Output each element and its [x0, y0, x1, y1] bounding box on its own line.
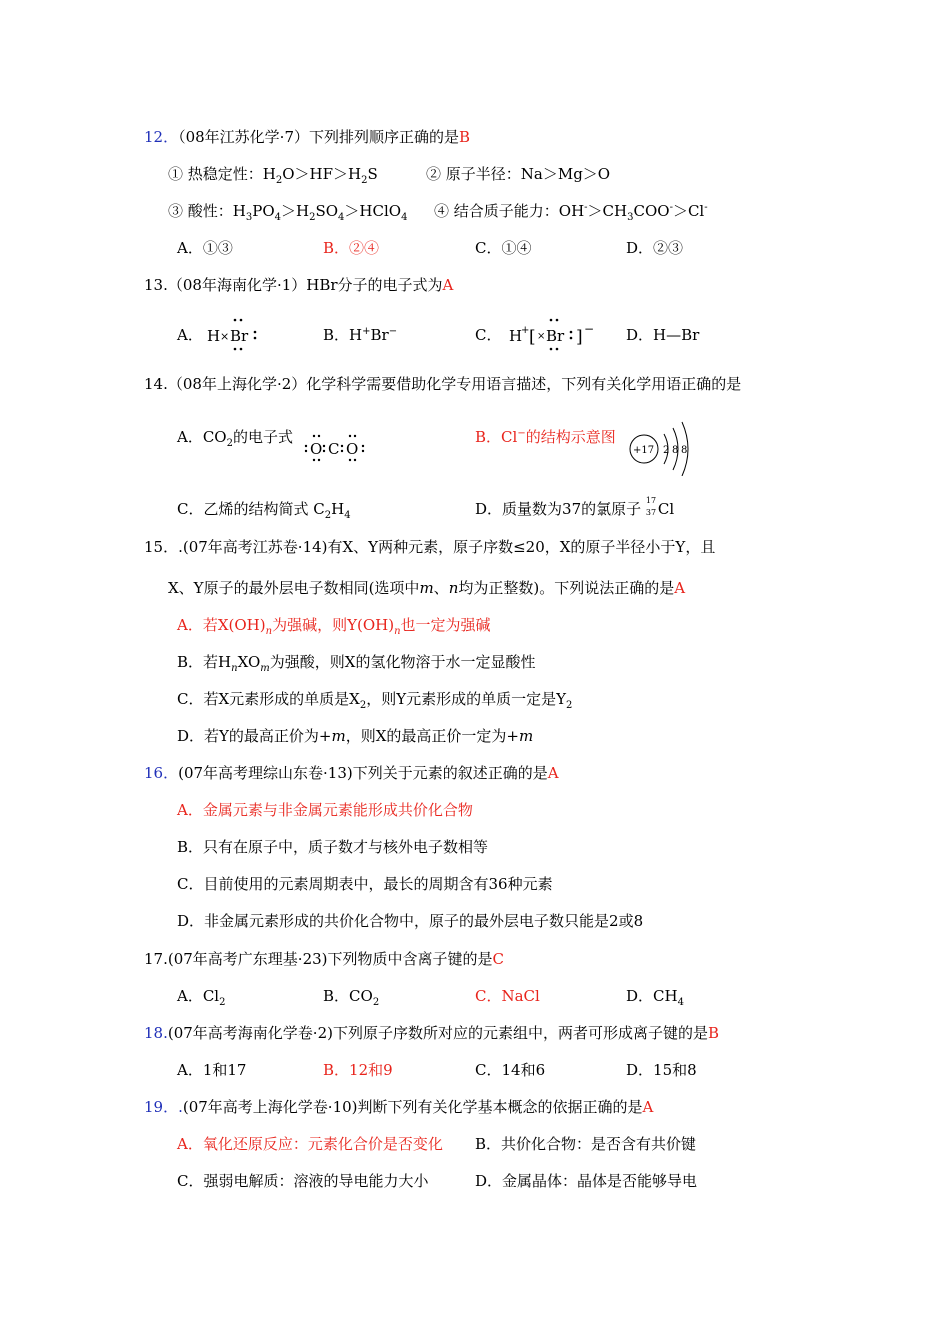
svg-text:O: O	[310, 440, 323, 458]
q12-number: 12．	[144, 128, 179, 146]
q12-statement-1: ① 热稳定性：$H_2O>HF>H_2S$	[168, 165, 378, 186]
q14-option-d: D．质量数为37的氯原子 17 37 Cl	[475, 496, 675, 518]
q15-option-a: A．若$X(OH)_n$为强碱，则$Y(OH)_n$也一定为强碱	[177, 616, 491, 637]
q12-statement-4: ④ 结合质子能力：$OH^->CH_3COO^->Cl^-$	[434, 202, 708, 223]
q16-option-b: B．只有在原子中，质子数才与核外电子数相等	[177, 838, 489, 856]
q19-option-a: A．氧化还原反应：元素化合价是否变化	[177, 1135, 443, 1153]
q14-stem: 14.（08年上海化学·2）化学科学需要借助化学专用语言描述，下列有关化学用语正确的是	[144, 375, 742, 393]
q13-option-a-formula	[205, 313, 265, 353]
q14-option-c: C．乙烯的结构简式 $C_2H_4$	[177, 500, 351, 521]
svg-text:+17: +17	[633, 445, 655, 456]
q12-option-a: A．①③	[177, 239, 233, 257]
q16-answer: A	[547, 764, 559, 782]
q14-chlorine-structure-diagram	[628, 418, 694, 476]
q12-stem	[144, 127, 470, 147]
q14-option-b: B．Cl−的结构示意图	[475, 428, 616, 446]
q17-option-c: C．NaCl	[475, 987, 540, 1005]
q13-option-c-formula	[507, 313, 607, 353]
svg-text:Br: Br	[546, 327, 565, 345]
q19-stem: 19．.(07年高考上海化学卷·10)判断下列有关化学基本概念的依据正确的是A	[144, 1098, 654, 1116]
q12-option-c: C．①④	[475, 239, 532, 257]
q19-option-b: B．共价化合物：是否含有共价键	[475, 1135, 697, 1153]
q14-option-a: A．$CO_2$的电子式	[177, 428, 293, 449]
q15-option-d: D．若Y的最高正价为+m，则X的最高正价一定为+m	[177, 727, 534, 745]
q16-option-c: C．目前使用的元素周期表中，最长的周期含有36种元素	[177, 875, 553, 893]
svg-text:+: +	[521, 325, 530, 336]
q13-option-d: D．H—Br	[626, 326, 700, 344]
q19-option-d: D．金属晶体：晶体是否能够导电	[475, 1172, 698, 1190]
q12-statement-3: ③ 酸性：$H_3PO_4>H_2SO_4>HClO_4$	[168, 202, 408, 223]
q18-option-b: B．12和9	[323, 1061, 393, 1079]
q18-option-d: D．15和8	[626, 1061, 697, 1079]
q17-option-d: D．$CH_4$	[626, 987, 684, 1008]
q17-answer: C	[492, 950, 504, 968]
svg-text:O: O	[346, 440, 359, 458]
q15-option-c: C．若X元素形成的单质是$X_2$，则Y元素形成的单质一定是$Y_2$	[177, 690, 573, 711]
svg-text:−: −	[584, 322, 595, 336]
svg-text:8: 8	[672, 445, 679, 456]
q16-option-a: A．金属元素与非金属元素能形成共价化合物	[177, 801, 473, 819]
svg-text:2: 2	[663, 445, 670, 456]
q15-answer: A	[674, 579, 686, 597]
q17-option-a: A．$Cl_2$	[177, 987, 226, 1008]
q16-option-d: D．非金属元素形成的共价化合物中，原子的最外层电子数只能是2或8	[177, 912, 644, 930]
q13-option-b: B．H+Br−	[323, 326, 398, 344]
q15-stem: 15．.(07年高考江苏卷·14)有X、Y两种元素，原子序数≤20，X的原子半径小于Y，且	[144, 538, 716, 556]
q18-answer: B	[707, 1024, 719, 1042]
q12-statement-2: ② 原子半径：Na＞Mg＞O	[426, 165, 611, 183]
q14-co2-electron-formula	[304, 432, 366, 462]
q13-option-a: A． H × Br	[177, 325, 203, 345]
q12-answer: B	[459, 128, 471, 146]
svg-text:8: 8	[681, 445, 688, 456]
svg-text:Br: Br	[230, 327, 249, 345]
q19-answer: A	[642, 1098, 654, 1116]
q17-option-b: B．$CO_2$	[323, 987, 380, 1008]
q13-stem: 13.（08年海南化学·1）HBr分子的电子式为A	[144, 276, 454, 294]
q17-stem: 17.(07年高考广东理基·23)下列物质中含离子键的是C	[144, 950, 504, 968]
q12-option-b: B．②④	[323, 239, 380, 257]
q18-option-c: C．14和6	[475, 1061, 546, 1079]
q13-option-c: C． H + [ × Br ] −	[475, 325, 501, 345]
q13-answer: A	[442, 276, 454, 294]
svg-text:]: ]	[576, 327, 583, 347]
q15-stem-line-2: X、Y原子的最外层电子数相同(选项中m、n均为正整数)。下列说法正确的是A	[168, 579, 686, 597]
q16-stem: 16．(07年高考理综山东卷·13)下列关于元素的叙述正确的是A	[144, 764, 559, 782]
q15-option-b: B．若$H_nXO_m$为强酸，则X的氢化物溶于水一定显酸性	[177, 653, 536, 674]
q12-option-d: D．②③	[626, 239, 684, 257]
q18-option-a: A．1和17	[177, 1061, 247, 1079]
svg-text:H: H	[509, 327, 523, 345]
svg-text:[: [	[529, 327, 536, 347]
svg-text:×: ×	[220, 330, 230, 343]
svg-text:×: ×	[537, 331, 546, 342]
q12-text: （08年江苏化学·7）下列排列顺序正确的是	[178, 128, 459, 146]
svg-text:C: C	[328, 440, 340, 458]
q19-option-c: C．强弱电解质：溶液的导电能力大小	[177, 1172, 429, 1190]
q18-stem: 18.(07年高考海南化学卷·2)下列原子序数所对应的元素组中，两者可形成离子键的是B	[144, 1024, 719, 1042]
svg-text:H: H	[207, 327, 221, 345]
